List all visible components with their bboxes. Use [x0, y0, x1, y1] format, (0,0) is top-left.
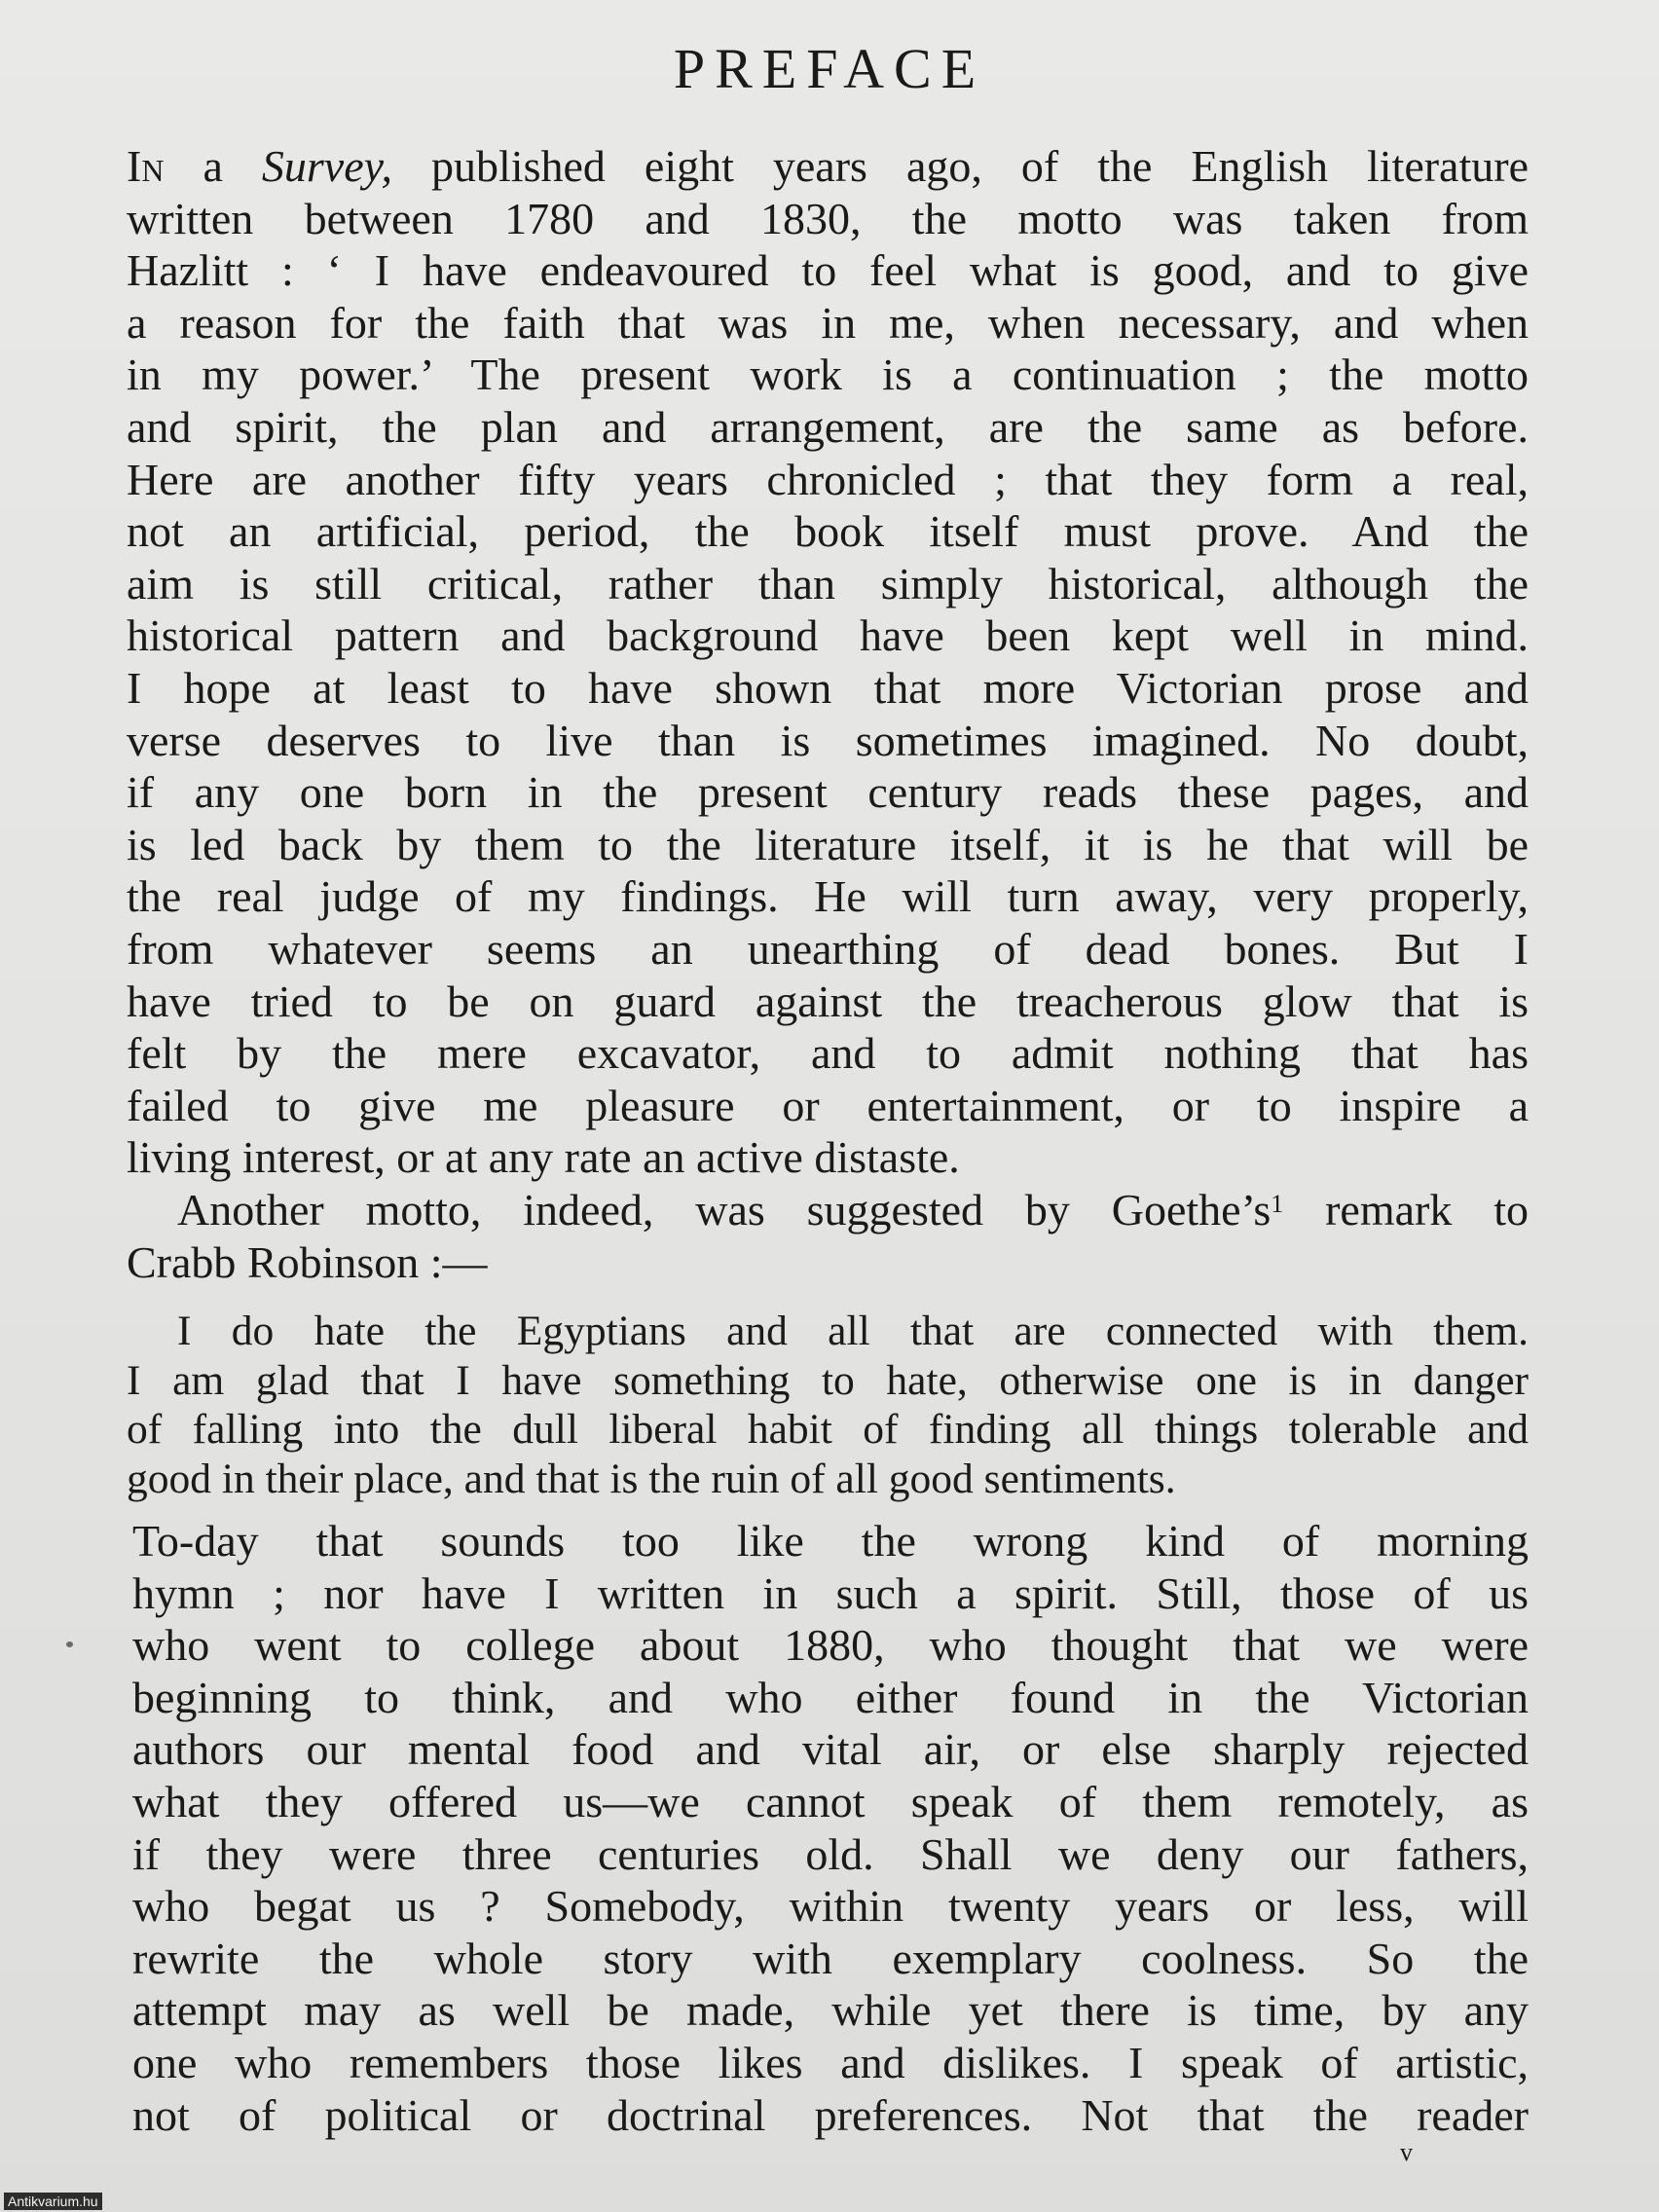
paragraph-3-line: if they were three centuries old. Shall we deny our fathers, — [132, 1828, 1529, 1879]
paragraph-1-line: I hope at least to have shown that more Victorian prose and — [127, 662, 1529, 713]
paragraph-1-line: failed to give me pleasure or entertainment, or to inspire a — [127, 1080, 1529, 1130]
paper-speck — [66, 1641, 73, 1647]
paragraph-1-line: is led back by them to the literature itself, it is he that will be — [127, 819, 1529, 869]
footnote-marker: 1 — [1271, 1190, 1284, 1218]
paragraph-2 — [127, 1184, 1529, 1288]
page-title: PREFACE — [673, 37, 986, 100]
paragraph-1-line: a reason for the faith that was in me, when necessary, and when — [127, 297, 1529, 348]
paragraph-3-line: attempt may as well be made, while yet there is time, by any — [132, 1985, 1529, 2036]
paragraph-3-line: not of political or doctrinal preferences. Not that the reader — [132, 2089, 1529, 2140]
paragraph-1-line: if any one born in the present century reads these pages, and — [127, 767, 1529, 818]
paragraph-1-line: felt by the mere excavator, and to admit nothing that has — [127, 1028, 1529, 1079]
paragraph-2-line: Crabb Robinson :— — [127, 1236, 488, 1287]
paragraph-1-line: aim is still critical, rather than simply historical, although the — [127, 558, 1529, 608]
paragraph-1-line: from whatever seems an unearthing of dead bones. But I — [127, 923, 1529, 974]
quote-line: I do hate the Egyptians and all that are connected with them. — [177, 1308, 1529, 1354]
paragraph-1-line: living interest, or at any rate an active distaste. — [127, 1132, 960, 1183]
paragraph-3 — [132, 1515, 1529, 2141]
paragraph-1-line: not an artificial, period, the book itself must prove. And the — [127, 506, 1529, 557]
paragraph-3-line: To-day that sounds too like the wrong kind of morning — [132, 1516, 1529, 1566]
paragraph-3-line: beginning to think, and who either found in the Victorian — [132, 1672, 1529, 1722]
paragraph-1-line: verse deserves to live than is sometimes imagined. No doubt, — [127, 715, 1529, 765]
paragraph-3-line: what they offered us—we cannot speak of them remotely, as — [132, 1776, 1529, 1826]
paragraph-3-line: who begat us ? Somebody, within twenty years or less, will — [132, 1881, 1529, 1932]
paragraph-3-line: authors our mental food and vital air, or else sharply rejected — [132, 1724, 1529, 1775]
paragraph-1-line: and spirit, the plan and arrangement, are the same as before. — [127, 401, 1529, 452]
page-folio: v — [1400, 2138, 1413, 2166]
paragraph-3-line: rewrite the whole story with exemplary coolness. So the — [132, 1933, 1529, 1983]
quote-line: I am glad that I have something to hate, otherwise one is in danger — [127, 1356, 1529, 1404]
paragraph-1-line: In a Survey, published eight years ago, of the English literature — [127, 141, 1529, 191]
paragraph-1-line: have tried to be on guard against the treacherous glow that is — [127, 976, 1529, 1026]
paragraph-1-line: Hazlitt : ‘ I have endeavoured to feel what is good, and to give — [127, 245, 1529, 296]
paragraph-3-line: who went to college about 1880, who thought that we were — [132, 1620, 1529, 1671]
watermark: Antikvarium.hu — [4, 2193, 102, 2210]
show-through-text — [136, 0, 1519, 23]
paragraph-2-line: Another motto, indeed, was suggested by $Goethe’s^1$ remark to — [177, 1185, 1529, 1235]
block-quote — [127, 1307, 1529, 1503]
paragraph-1 — [127, 140, 1529, 1184]
paragraph-1-line: historical pattern and background have been kept well in mind. — [127, 610, 1529, 661]
paragraph-1-line: the real judge of my findings. He will turn away, very properly, — [127, 871, 1529, 922]
paragraph-3-line: hymn ; nor have I written in such a spirit. Still, those of us — [132, 1567, 1529, 1618]
paragraph-1-line: Here are another fifty years chronicled ; that they form a real, — [127, 454, 1529, 504]
paragraph-1-line: written between 1780 and 1830, the motto was taken from — [127, 193, 1529, 243]
paragraph-3-line: one who remembers those likes and dislikes. I speak of artistic, — [132, 2037, 1529, 2087]
quote-line: good in their place, and that is the ruin of all good sentiments. — [127, 1455, 1176, 1502]
paragraph-1-line: in my power.’ The present work is a continuation ; the motto — [127, 350, 1529, 400]
quote-line: of falling into the dull liberal habit of finding all things tolerable and — [127, 1406, 1529, 1453]
